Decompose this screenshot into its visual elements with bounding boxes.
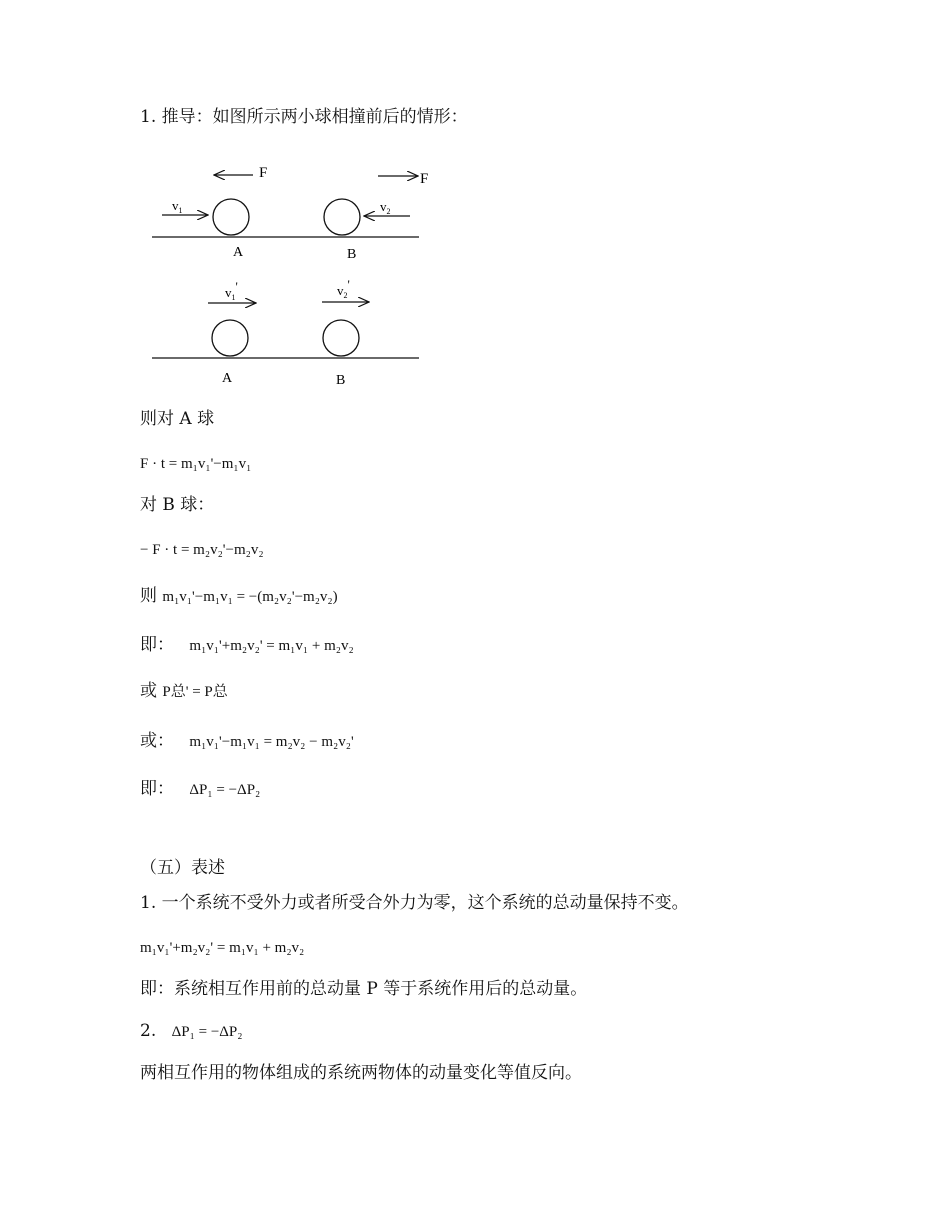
ball-b-label-after: B [336, 373, 346, 388]
svg-text:v1' [225, 279, 238, 302]
velocity-v2-arrow [364, 199, 410, 216]
force-arrow-on-a [214, 165, 267, 181]
ball-a-label-before: A [233, 245, 244, 260]
ball-a-before [213, 199, 249, 235]
item2-prefix: 2. [140, 1021, 157, 1041]
equation-or2: m₁v₁'−m₁v₁ = m₂v₂ − m₂v₂' [189, 734, 354, 750]
ie-prefix: 即： [140, 635, 174, 655]
statement-heading: （五）表述 [140, 858, 225, 878]
v2-sub: 2 [386, 207, 391, 216]
velocity-v1-arrow [162, 198, 208, 215]
equation-ie-line [140, 634, 354, 657]
equation-or2-line [140, 730, 354, 753]
force-arrow-on-b [378, 171, 428, 187]
statement-item-1: 1. 一个系统不受外力或者所受合外力为零，这个系统的总动量保持不变。 [140, 893, 689, 913]
then-prefix: 则 [140, 586, 157, 606]
equation-or: P总' = P总 [162, 684, 228, 700]
collision-diagram [140, 160, 440, 390]
equation-b [140, 539, 264, 561]
equation-ie2-line [140, 778, 260, 801]
ball-a-after [212, 320, 248, 356]
v2p-sub: 2 [343, 291, 348, 300]
equation-a-text: F · t = m₁v₁'−m₁v₁ [140, 456, 252, 472]
ie2-prefix: 即： [140, 779, 174, 799]
statement-item-2 [140, 1020, 243, 1043]
velocity-v2-prime-arrow [322, 277, 369, 302]
v1-sub: 1 [178, 206, 183, 215]
v2p-prime: ' [347, 277, 350, 292]
force-label-b: F [420, 171, 429, 187]
v1p-label: v [225, 285, 232, 300]
equation-or-line [140, 680, 228, 703]
ball-a-label-after: A [222, 371, 233, 386]
v2-label: v [380, 199, 387, 214]
derivation-heading: 1. 推导：如图所示两小球相撞前后的情形： [140, 107, 468, 127]
equation-ie2: ΔP₁ = −ΔP₂ [189, 782, 261, 798]
ball-b-before [324, 199, 360, 235]
for-b-text: 对 B 球： [140, 495, 215, 515]
velocity-v1-prime-arrow [208, 279, 256, 303]
equation-a [140, 453, 251, 475]
v2p-label: v [337, 283, 344, 298]
for-a-text: 则对 A 球 [140, 409, 215, 429]
equation-then: m₁v₁'−m₁v₁ = −(m₂v₂'−m₂v₂) [162, 589, 338, 605]
v1p-prime: ' [235, 279, 238, 294]
svg-text:v2' [337, 277, 350, 300]
ball-b-label-before: B [347, 247, 357, 262]
statement-item-2-note: 两相互作用的物体组成的系统两物体的动量变化等值反向。 [140, 1063, 582, 1083]
equation-ie: m₁v₁'+m₂v₂' = m₁v₁ + m₂v₂ [189, 638, 354, 654]
svg-text:v2 [380, 199, 391, 216]
statement-equation-1 [140, 937, 304, 959]
svg-text:v1 [172, 198, 183, 215]
or2-prefix: 或： [140, 731, 174, 751]
statement-equation-2: ΔP₁ = −ΔP₂ [171, 1024, 243, 1040]
equation-b-text: − F · t = m₂v₂'−m₂v₂ [140, 542, 264, 558]
v1p-sub: 1 [231, 293, 236, 302]
statement-item-1-note: 即：系统相互作用前的总动量 P 等于系统作用后的总动量。 [140, 979, 588, 999]
equation-then-line [140, 585, 338, 608]
statement-equation-1-text: m₁v₁'+m₂v₂' = m₁v₁ + m₂v₂ [140, 940, 305, 956]
force-label-a: F [259, 165, 268, 181]
v1-label: v [172, 198, 179, 213]
ball-b-after [323, 320, 359, 356]
or-prefix: 或 [140, 681, 157, 701]
